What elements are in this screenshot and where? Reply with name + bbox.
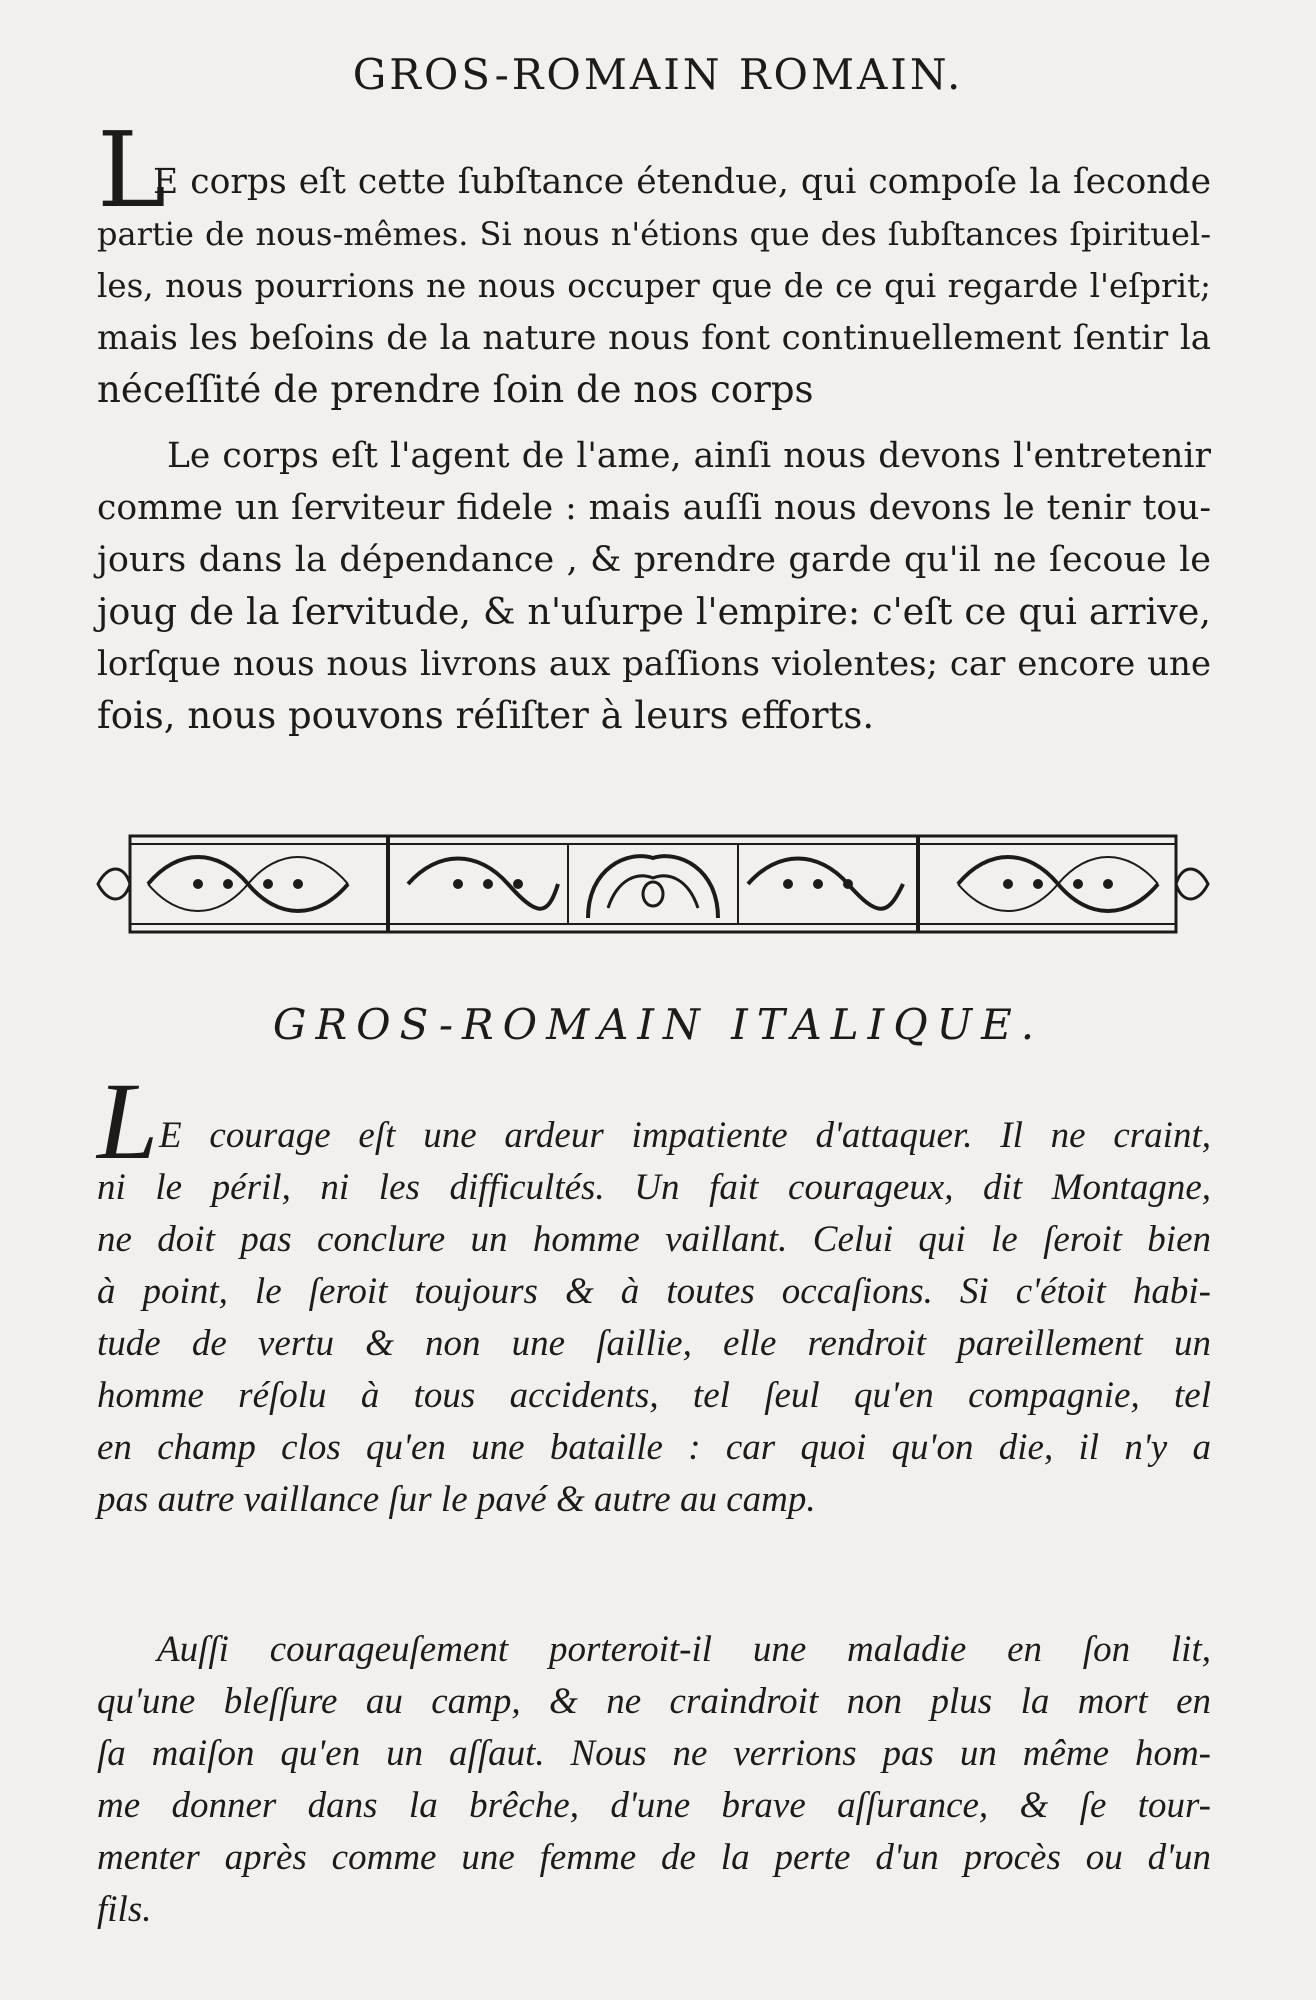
text-line: lorſque nous nous livrons aux paſſions violentes; car encore une (97, 644, 1211, 684)
section-title-italic: GROS-ROMAIN ITALIQUE. (272, 1000, 1044, 1049)
text-line: fils. (97, 1889, 152, 1930)
text-line: mais les beſoins de la nature nous font continuellement ſentir la (97, 318, 1211, 358)
text-line: me donner dans la brêche, d'une brave aſſurance, & ſe tour- (97, 1785, 1211, 1826)
text-line: Auſſi courageuſement porteroit-il une maladie en ſon lit, (157, 1629, 1211, 1670)
text-line: qu'une bleſſure au camp, & ne craindroit non plus la mort en (97, 1681, 1211, 1722)
italic-paragraph-2 (97, 1624, 1211, 1936)
roman-paragraph-1 (97, 156, 1211, 416)
text-line: ne doit pas conclure un homme vaillant. Celui qui le ſeroit bien (97, 1219, 1211, 1260)
text-line: tude de vertu & non une ſaillie, elle rendroit pareillement un (97, 1323, 1211, 1364)
text-line: ni le péril, ni les difficultés. Un fait courageux, dit Montagne, (97, 1167, 1211, 1208)
text-line: partie de nous-mêmes. Si nous n'étions que des ſubſtances ſpirituel- (97, 215, 1211, 253)
text-line: fois, nous pouvons réſiſter à leurs efforts. (97, 694, 875, 737)
drop-cap-italic: L (97, 1060, 159, 1182)
text-line: en champ clos qu'en une bataille : car quoi qu'on die, il n'y a (97, 1427, 1211, 1468)
decorative-border-ornament (88, 828, 1218, 940)
text-line: les, nous pourrions ne nous occuper que de ce qui regarde l'eſprit; (97, 267, 1211, 305)
section-title-roman: GROS-ROMAIN ROMAIN. (352, 50, 964, 99)
text-line: E corps eſt cette ſubſtance étendue, qui compoſe la ſeconde (153, 162, 1211, 202)
text-line: pas autre vaillance ſur le pavé & autre au camp. (97, 1479, 816, 1520)
text-line: à point, le ſeroit toujours & à toutes occaſions. Si c'étoit habi- (97, 1271, 1211, 1312)
drop-cap-roman: L (97, 109, 167, 231)
text-line: jours dans la dépendance , & prendre garde qu'il ne ſecoue le (97, 540, 1211, 580)
text-line: néceſſité de prendre ſoin de nos corps (97, 368, 814, 411)
text-line: menter après comme une femme de la perte d'un procès ou d'un (97, 1837, 1211, 1878)
text-line: homme réſolu à tous accidents, tel ſeul qu'en compagnie, tel (97, 1375, 1211, 1416)
text-line: comme un ſerviteur fidele : mais auſſi nous devons le tenir tou- (97, 488, 1211, 528)
text-line: E courage eſt une ardeur impatiente d'attaquer. Il ne craint, (159, 1115, 1211, 1156)
italic-paragraph-1 (97, 1110, 1211, 1526)
text-line: Le corps eſt l'agent de l'ame, ainſi nous devons l'entretenir (167, 436, 1211, 476)
text-line: ſa maiſon qu'en un aſſaut. Nous ne verrions pas un même hom- (97, 1733, 1211, 1774)
roman-paragraph-2 (97, 430, 1211, 742)
text-line: joug de la ſervitude, & n'uſurpe l'empire: c'eſt ce qui arrive, (97, 590, 1211, 633)
